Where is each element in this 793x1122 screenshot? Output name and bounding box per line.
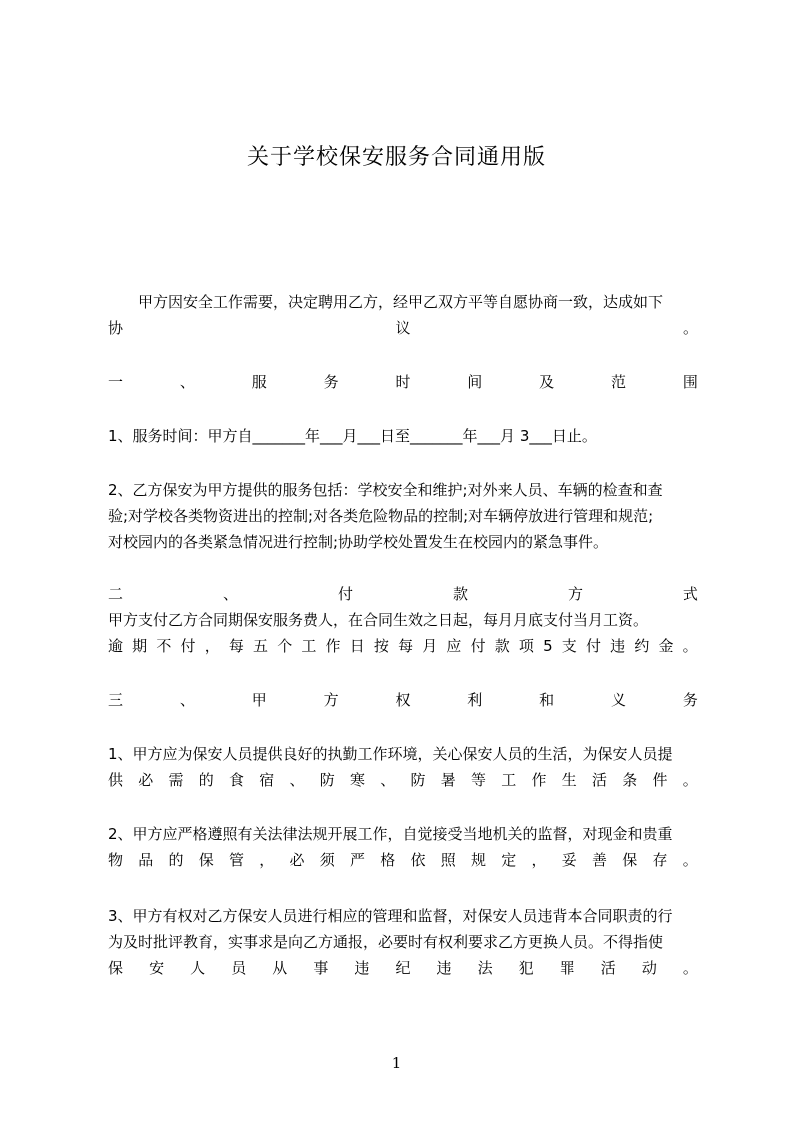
intro-line-2 bbox=[108, 315, 698, 341]
spaced-character: 务 bbox=[323, 373, 339, 391]
party-a-duty-3-line-1: 3、甲方有权对乙方保安人员进行相应的管理和监督，对保安人员违背本合同职责的行 bbox=[108, 907, 673, 925]
spaced-character: 法 bbox=[477, 959, 493, 977]
spaced-character: ， bbox=[204, 637, 220, 655]
spaced-character: 规 bbox=[471, 851, 487, 869]
service-scope-line-3: 对校园内的各类紧急情况进行控制;协助学校处置发生在校园内的紧急事件。 bbox=[108, 533, 609, 551]
spaced-character: 项 bbox=[518, 637, 534, 655]
spaced-character: 间 bbox=[467, 373, 483, 391]
spaced-character: 宿 bbox=[259, 771, 275, 789]
spaced-character: 违 bbox=[436, 959, 452, 977]
spaced-character: 从 bbox=[272, 959, 288, 977]
spaced-character: 须 bbox=[319, 851, 335, 869]
spaced-character: 每 bbox=[398, 637, 414, 655]
spaced-character: 、 bbox=[289, 771, 305, 789]
spaced-character: 付 bbox=[337, 585, 353, 603]
spaced-character: 违 bbox=[610, 637, 626, 655]
spaced-character: 员 bbox=[231, 959, 247, 977]
spaced-character: 暑 bbox=[440, 771, 456, 789]
spaced-character: 协 bbox=[108, 319, 124, 337]
spaced-character: 妥 bbox=[561, 851, 577, 869]
payment-line-1: 甲方支付乙方合同期保安服务费人，在合同生效之日起，每月月底支付当月工资。 bbox=[108, 611, 649, 629]
spaced-character: 式 bbox=[682, 585, 698, 603]
spaced-character: 5 bbox=[543, 637, 553, 655]
spaced-character: 罪 bbox=[559, 959, 575, 977]
spaced-character: 方 bbox=[323, 691, 339, 709]
section-3-heading bbox=[108, 687, 698, 713]
spaced-character: 。 bbox=[682, 959, 698, 977]
spaced-character: 应 bbox=[446, 637, 462, 655]
spaced-character: 不 bbox=[156, 637, 172, 655]
spaced-character: 款 bbox=[452, 585, 468, 603]
spaced-character: 违 bbox=[354, 959, 370, 977]
spaced-character: 方 bbox=[567, 585, 583, 603]
spaced-character: 支 bbox=[561, 637, 577, 655]
spaced-character: 严 bbox=[350, 851, 366, 869]
document-title: 关于学校保安服务合同通用版 bbox=[246, 145, 546, 170]
spaced-character: 保 bbox=[622, 851, 638, 869]
spaced-character: 作 bbox=[325, 637, 341, 655]
spaced-character: 按 bbox=[373, 637, 389, 655]
spaced-character: 条 bbox=[622, 771, 638, 789]
party-a-duty-2-line-1: 2、甲方应严格遵照有关法律法规开展工作，自觉接受当地机关的监督，对现金和贵重 bbox=[108, 825, 673, 843]
spaced-character: 格 bbox=[380, 851, 396, 869]
spaced-character: 寒 bbox=[350, 771, 366, 789]
spaced-character: 付 bbox=[470, 637, 486, 655]
spaced-character: 个 bbox=[277, 637, 293, 655]
spaced-character: 管 bbox=[229, 851, 245, 869]
spaced-character: 三 bbox=[108, 691, 124, 709]
spaced-character: 付 bbox=[180, 637, 196, 655]
spaced-character: 作 bbox=[531, 771, 547, 789]
spaced-character: 犯 bbox=[518, 959, 534, 977]
spaced-character: 及 bbox=[539, 373, 555, 391]
spaced-character: ， bbox=[531, 851, 547, 869]
spaced-character: 件 bbox=[652, 771, 668, 789]
spaced-character: 日 bbox=[349, 637, 365, 655]
spaced-character: 、 bbox=[380, 771, 396, 789]
spaced-character: 二 bbox=[108, 585, 124, 603]
spaced-character: 、 bbox=[179, 691, 195, 709]
spaced-character: 纪 bbox=[395, 959, 411, 977]
spaced-character: 动 bbox=[641, 959, 657, 977]
spaced-character: 。 bbox=[682, 319, 698, 337]
spaced-character: 务 bbox=[682, 691, 698, 709]
spaced-character: 利 bbox=[467, 691, 483, 709]
spaced-character: 善 bbox=[592, 851, 608, 869]
spaced-character: 每 bbox=[228, 637, 244, 655]
spaced-character: 金 bbox=[658, 637, 674, 655]
party-a-duty-3-line-3 bbox=[108, 955, 698, 981]
spaced-character: 食 bbox=[229, 771, 245, 789]
spaced-character: 约 bbox=[634, 637, 650, 655]
service-scope-line-1: 2、乙方保安为甲方提供的服务包括：学校安全和维护;对外来人员、车辆的检查和查 bbox=[108, 481, 663, 499]
spaced-character: 五 bbox=[253, 637, 269, 655]
spaced-character: 时 bbox=[395, 373, 411, 391]
party-a-duty-1-line-2 bbox=[108, 767, 698, 793]
spaced-character: 等 bbox=[471, 771, 487, 789]
spaced-character: 存 bbox=[652, 851, 668, 869]
spaced-character: 。 bbox=[682, 771, 698, 789]
spaced-character: 生 bbox=[561, 771, 577, 789]
spaced-character: 一 bbox=[108, 373, 124, 391]
spaced-character: 围 bbox=[682, 373, 698, 391]
intro-line-1: 甲方因安全工作需要，决定聘用乙方，经甲乙双方平等自愿协商一致，达成如下 bbox=[138, 293, 664, 311]
party-a-duty-2-line-2 bbox=[108, 847, 698, 873]
spaced-character: 服 bbox=[251, 373, 267, 391]
spaced-character: 防 bbox=[319, 771, 335, 789]
party-a-duty-1-line-1: 1、甲方应为保安人员提供良好的执勤工作环境，关心保安人员的生活，为保安人员提 bbox=[108, 745, 673, 763]
spaced-character: 权 bbox=[395, 691, 411, 709]
spaced-character: 物 bbox=[108, 851, 124, 869]
spaced-character: 活 bbox=[592, 771, 608, 789]
spaced-character: 依 bbox=[410, 851, 426, 869]
spaced-character: 保 bbox=[198, 851, 214, 869]
spaced-character: 。 bbox=[682, 637, 698, 655]
spaced-character: 定 bbox=[501, 851, 517, 869]
spaced-character: 工 bbox=[301, 637, 317, 655]
spaced-character: 月 bbox=[422, 637, 438, 655]
spaced-character: 和 bbox=[539, 691, 555, 709]
spaced-character: 品 bbox=[138, 851, 154, 869]
spaced-character: ， bbox=[259, 851, 275, 869]
spaced-character: 照 bbox=[440, 851, 456, 869]
spaced-character: 的 bbox=[168, 851, 184, 869]
spaced-character: 需 bbox=[168, 771, 184, 789]
spaced-character: 工 bbox=[501, 771, 517, 789]
spaced-character: 事 bbox=[313, 959, 329, 977]
service-scope-line-2: 验;对学校各类物资进出的控制;对各类危险物品的控制;对车辆停放进行管理和规范; bbox=[108, 507, 654, 525]
spaced-character: 供 bbox=[108, 771, 124, 789]
spaced-character: 防 bbox=[410, 771, 426, 789]
payment-line-2 bbox=[108, 633, 698, 659]
spaced-character: 必 bbox=[289, 851, 305, 869]
spaced-character: 的 bbox=[198, 771, 214, 789]
spaced-character: 付 bbox=[585, 637, 601, 655]
spaced-character: 议 bbox=[395, 319, 411, 337]
party-a-duty-3-line-2: 为及时批评教育，实事求是向乙方通报，必要时有权利要求乙方更换人员。不得指使 bbox=[108, 933, 664, 951]
spaced-character: 逾 bbox=[108, 637, 124, 655]
spaced-character: 款 bbox=[494, 637, 510, 655]
spaced-character: 。 bbox=[682, 851, 698, 869]
spaced-character: 活 bbox=[600, 959, 616, 977]
section-2-heading bbox=[108, 581, 698, 607]
service-time-line: 1、服务时间：甲方自_______年___月___日至_______年___月 3___日止。 bbox=[108, 427, 597, 445]
section-1-heading bbox=[108, 369, 698, 395]
spaced-character: 人 bbox=[190, 959, 206, 977]
spaced-character: 、 bbox=[179, 373, 195, 391]
spaced-character: 安 bbox=[149, 959, 165, 977]
spaced-character: 期 bbox=[132, 637, 148, 655]
spaced-character: 甲 bbox=[251, 691, 267, 709]
spaced-character: 必 bbox=[138, 771, 154, 789]
page-number: 1 bbox=[391, 1054, 402, 1072]
spaced-character: 保 bbox=[108, 959, 124, 977]
spaced-character: 义 bbox=[611, 691, 627, 709]
spaced-character: 范 bbox=[611, 373, 627, 391]
spaced-character: 、 bbox=[222, 585, 238, 603]
